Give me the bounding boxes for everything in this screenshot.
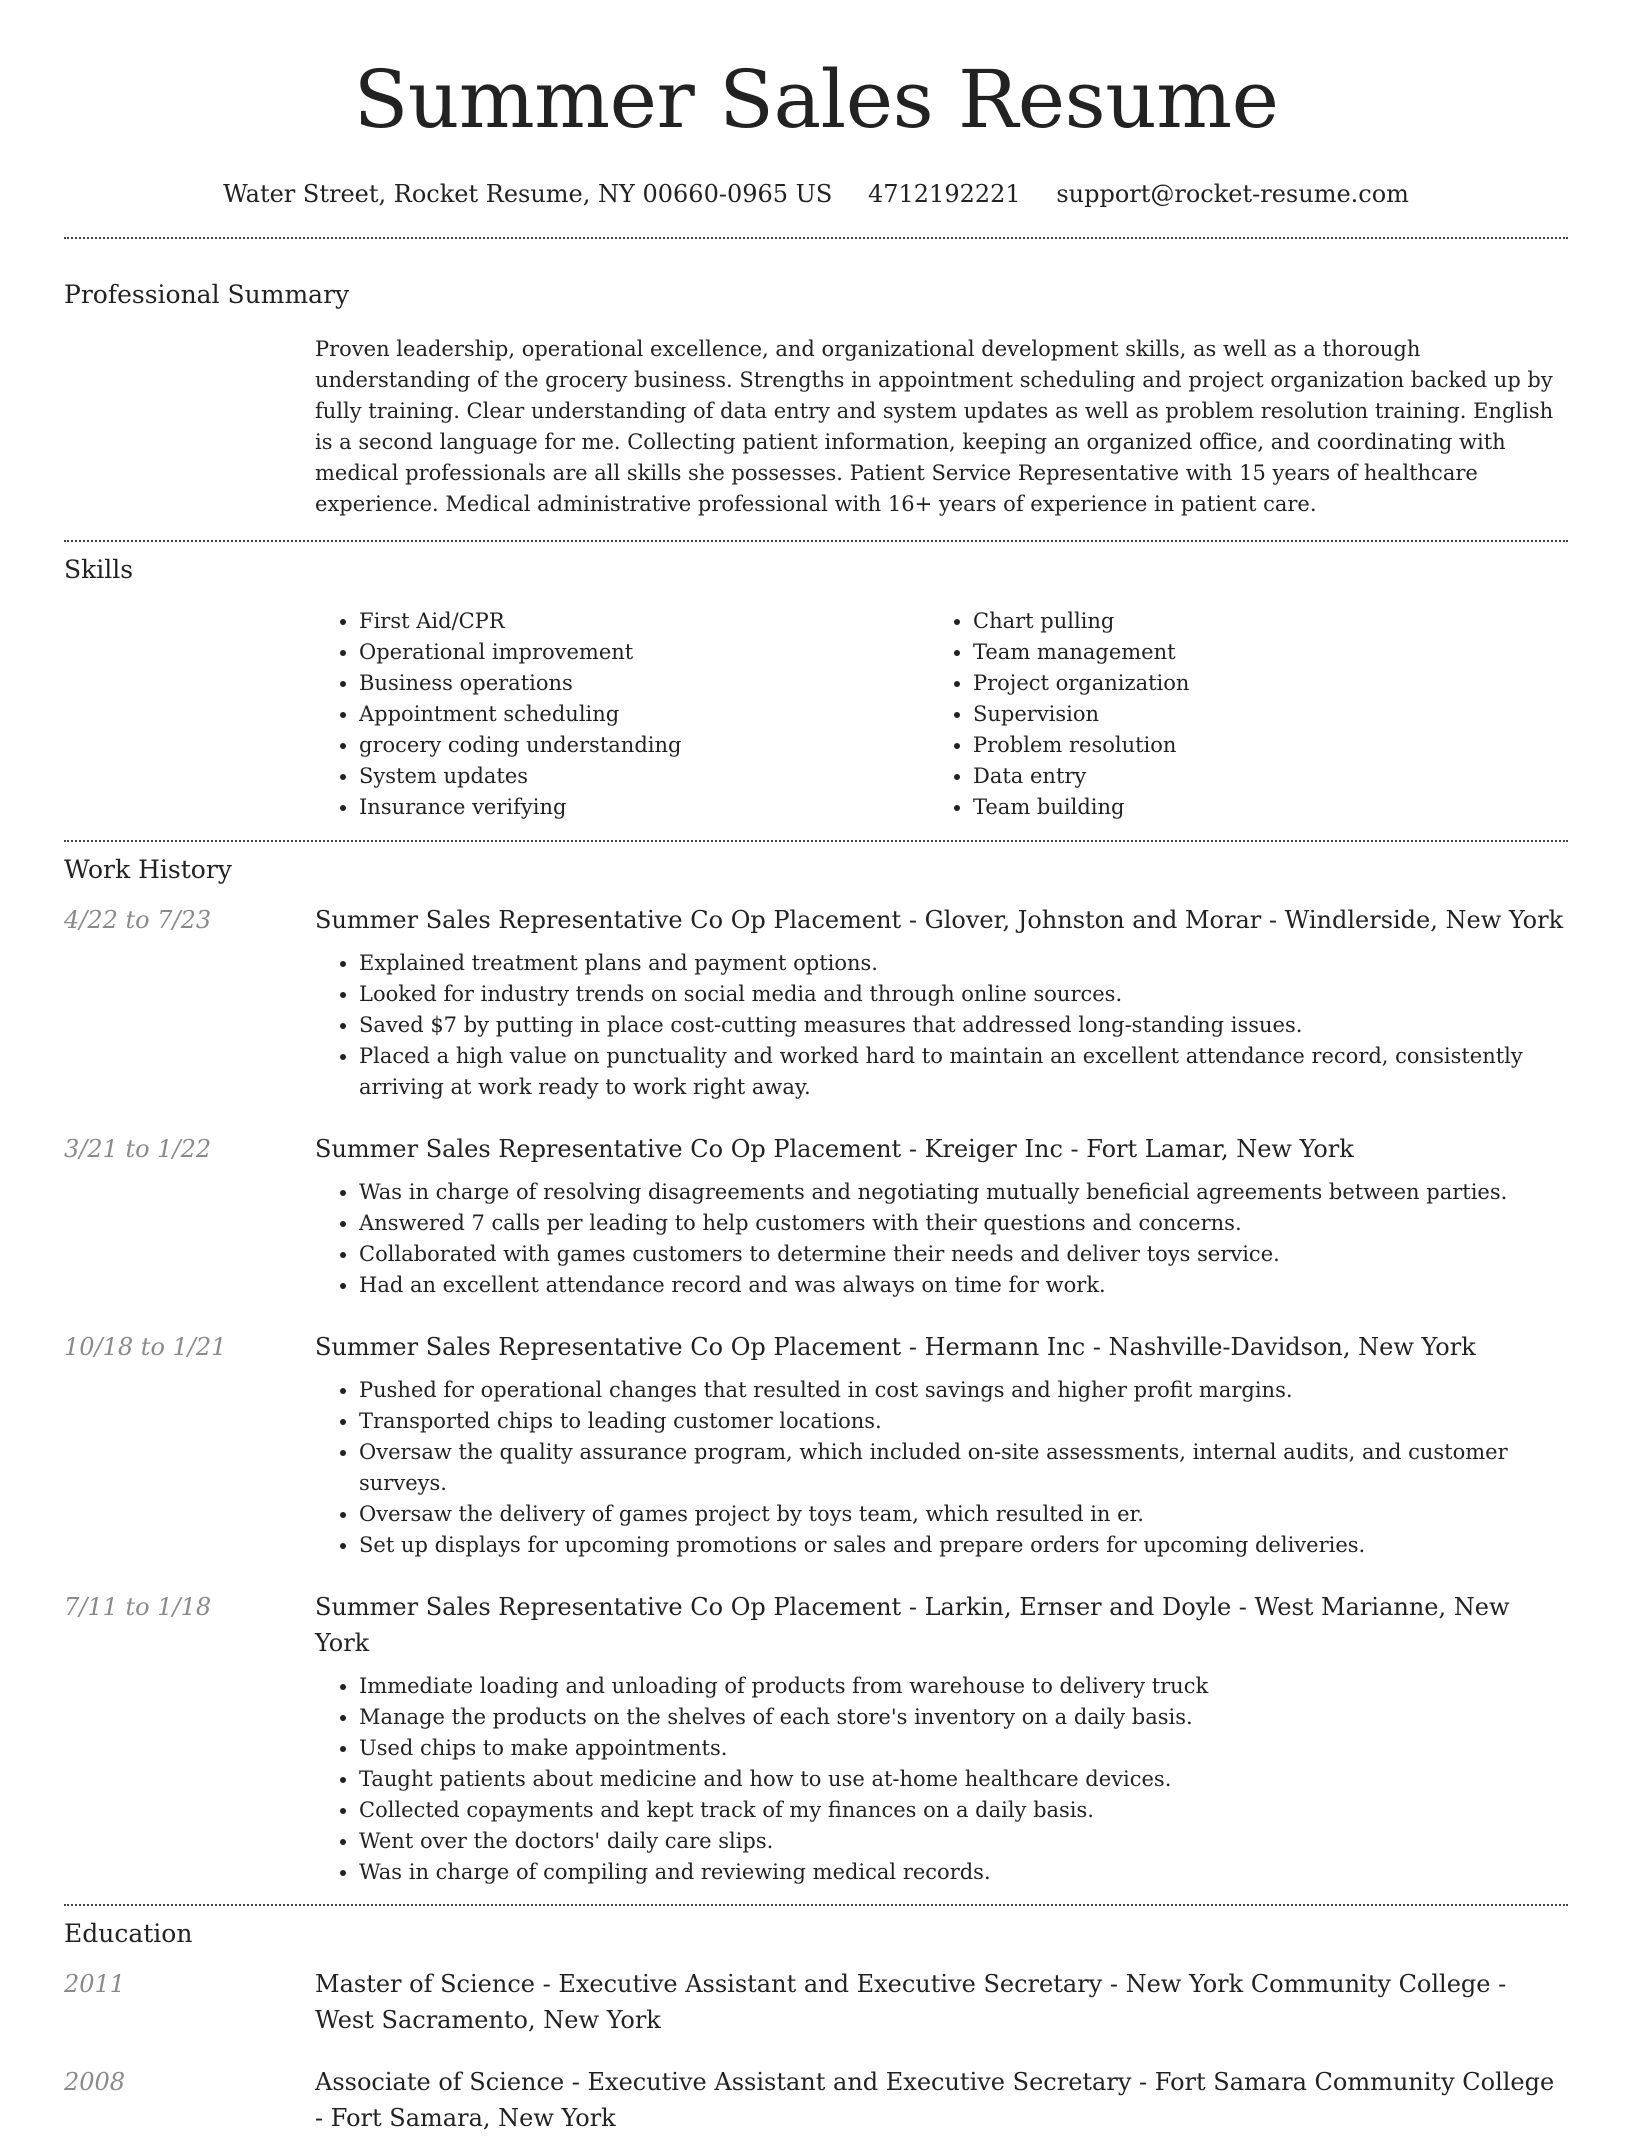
skill-item: • Chart pulling [973, 606, 1543, 637]
divider [64, 1904, 1568, 1906]
job-bullet: • Taught patients about medicine and how to use at-home healthcare devices. [359, 1764, 1565, 1795]
education-title: Associate of Science - Executive Assistant and Executive Secretary - Fort Samara Community College - Fort Samara, New York [315, 2068, 1555, 2132]
job-bullet: • Used chips to make appointments. [359, 1733, 1565, 1764]
job-bullet: • Placed a high value on punctuality and worked hard to maintain an excellent attendance record, consistently arriving at work ready to work right away. [359, 1041, 1565, 1103]
divider [64, 840, 1568, 842]
education-year: 2008 [64, 2068, 126, 2096]
education-body [315, 1966, 1565, 2038]
job-body [315, 1131, 1565, 1301]
education-section [64, 1918, 1568, 2136]
job-title: Summer Sales Representative Co Op Placement - Hermann Inc - Nashville-Davidson, New York [315, 1333, 1476, 1361]
education-title: Master of Science - Executive Assistant and Executive Secretary - New York Community College - West Sacramento, New York [315, 1970, 1507, 2034]
work-section [64, 854, 1568, 1888]
skill-item: • Operational improvement [359, 637, 929, 668]
job-bullet: • Was in charge of compiling and reviewing medical records. [359, 1857, 1565, 1888]
job-bullet: • Oversaw the delivery of games project by toys team, which resulted in er. [359, 1499, 1565, 1530]
divider [64, 237, 1568, 239]
skill-item: • Insurance verifying [359, 792, 929, 823]
resume-title: Summer Sales Resume [353, 53, 1279, 146]
job-bullet: • Oversaw the quality assurance program, which included on-site assessments, internal audits, and customer surveys. [359, 1437, 1565, 1499]
resume-page [64, 0, 1568, 2136]
education-body [315, 2064, 1565, 2136]
skills-list-right [929, 606, 1543, 823]
job-entry [64, 1329, 1568, 1561]
summary-text: Proven leadership, operational excellence, and organizational development skills, as well as a thorough understanding of the grocery business. Strengths in appointment scheduling and project organization backed up by fully training. Clear understanding of data entry and system updates as well as problem resolution training. English is a second language for me. Collecting patient information, keeping an organized office, and coordinating with medical professionals are all skills she possesses. Patient Service Representative with 15 years of healthcare experience. Medical administrative professional with 16+ years of experience in patient care. [315, 337, 1554, 516]
job-bullet: • Pushed for operational changes that resulted in cost savings and higher profit margins. [359, 1375, 1565, 1406]
job-bullet: • Answered 7 calls per leading to help customers with their questions and concerns. [359, 1208, 1565, 1239]
job-bullet: • Set up displays for upcoming promotions or sales and prepare orders for upcoming deliveries. [359, 1530, 1565, 1561]
skill-item: • Team management [973, 637, 1543, 668]
job-bullet: • Explained treatment plans and payment options. [359, 948, 1565, 979]
skill-item: • Supervision [973, 699, 1543, 730]
job-bullets [315, 1671, 1565, 1888]
education-entry [64, 2064, 1568, 2136]
education-entry [64, 1966, 1568, 2038]
skills-section [64, 554, 1568, 823]
job-entry [64, 1131, 1568, 1301]
job-bullet: • Collaborated with games customers to determine their needs and deliver toys service. [359, 1239, 1565, 1270]
education-year: 2011 [64, 1970, 126, 1998]
contact-email: support@rocket-resume.com [1056, 180, 1409, 208]
contact-phone: 4712192221 [867, 180, 1021, 208]
education-heading: Education [64, 1919, 193, 1948]
skill-item: • Data entry [973, 761, 1543, 792]
skill-item: • System updates [359, 761, 929, 792]
skill-item: • Problem resolution [973, 730, 1543, 761]
job-bullet: • Transported chips to leading customer locations. [359, 1406, 1565, 1437]
skill-item: • First Aid/CPR [359, 606, 929, 637]
skills-list-left [315, 606, 929, 823]
job-dates: 3/21 to 1/22 [64, 1135, 212, 1163]
job-bullet: • Saved $7 by putting in place cost-cutting measures that addressed long-standing issues. [359, 1010, 1565, 1041]
job-entry [64, 1589, 1568, 1888]
job-dates: 10/18 to 1/21 [64, 1333, 227, 1361]
job-bullets [315, 1177, 1565, 1301]
contact-address: Water Street, Rocket Resume, NY 00660-0965 US [223, 180, 833, 208]
job-body [315, 902, 1565, 1103]
skill-item: • Business operations [359, 668, 929, 699]
skills-heading: Skills [64, 555, 134, 584]
summary-section [64, 279, 1568, 520]
skill-item: • grocery coding understanding [359, 730, 929, 761]
summary-heading: Professional Summary [64, 280, 350, 309]
skill-item: • Team building [973, 792, 1543, 823]
job-title: Summer Sales Representative Co Op Placement - Kreiger Inc - Fort Lamar, New York [315, 1135, 1354, 1163]
job-body [315, 1329, 1565, 1561]
job-list [64, 902, 1568, 1888]
job-body [315, 1589, 1565, 1888]
job-bullets [315, 1375, 1565, 1561]
job-bullet: • Collected copayments and kept track of my finances on a daily basis. [359, 1795, 1565, 1826]
job-bullet: • Immediate loading and unloading of products from warehouse to delivery truck [359, 1671, 1565, 1702]
job-bullet: • Had an excellent attendance record and was always on time for work. [359, 1270, 1565, 1301]
job-title: Summer Sales Representative Co Op Placement - Larkin, Ernser and Doyle - West Marianne, New York [315, 1593, 1510, 1657]
job-dates: 4/22 to 7/23 [64, 906, 212, 934]
skill-item: • Project organization [973, 668, 1543, 699]
job-bullet: • Went over the doctors' daily care slips. [359, 1826, 1565, 1857]
job-bullet: • Was in charge of resolving disagreements and negotiating mutually beneficial agreements between parties. [359, 1177, 1565, 1208]
divider [64, 540, 1568, 542]
job-dates: 7/11 to 1/18 [64, 1593, 212, 1621]
job-bullet: • Manage the products on the shelves of each store's inventory on a daily basis. [359, 1702, 1565, 1733]
contact-line [64, 178, 1568, 210]
skills-columns [315, 606, 1565, 823]
work-heading: Work History [64, 855, 232, 884]
job-bullet: • Looked for industry trends on social media and through online sources. [359, 979, 1565, 1010]
job-bullets [315, 948, 1565, 1103]
education-list [64, 1966, 1568, 2136]
job-title: Summer Sales Representative Co Op Placement - Glover, Johnston and Morar - Windlerside, New York [315, 906, 1564, 934]
job-entry [64, 902, 1568, 1103]
skill-item: • Appointment scheduling [359, 699, 929, 730]
